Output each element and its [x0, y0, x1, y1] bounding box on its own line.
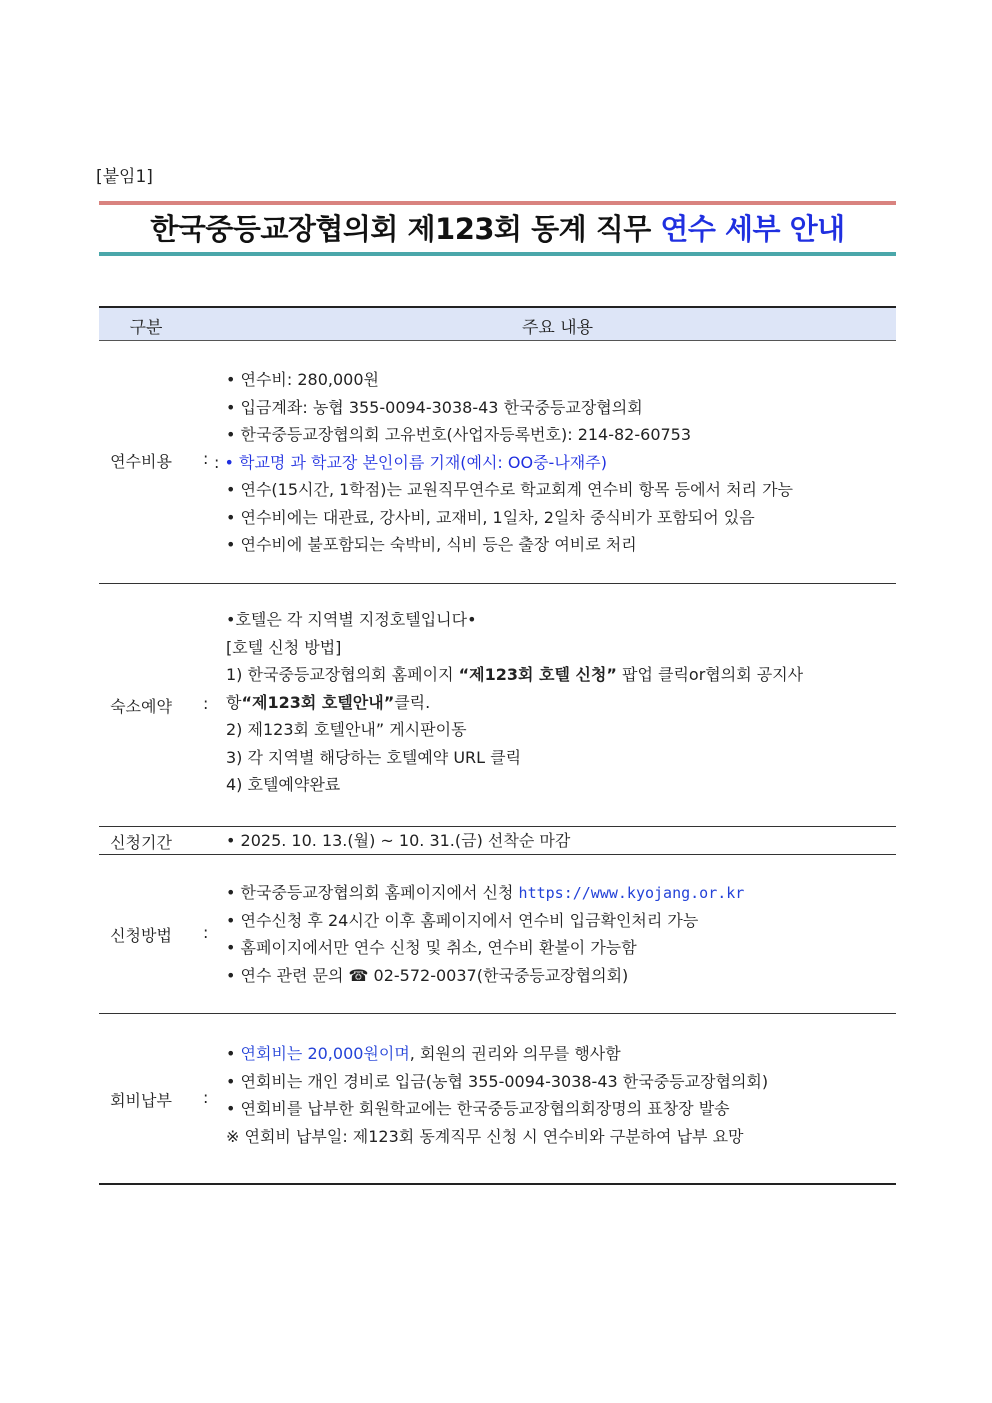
list-item: • 연회비를 납부한 회원학교에는 한국중등교장협의회장명의 표창장 발송 [226, 1099, 730, 1118]
list-item: 3) 각 지역별 해당하는 호텔예약 URL 클릭 [226, 747, 522, 767]
row-label-dues: 회비납부 [110, 1091, 172, 1110]
list-item: 4) 호텔예약완료 [226, 775, 341, 794]
text-span: • 한국중등교장협의회 홈페이지에서 신청 [226, 883, 519, 902]
list-item: ※ 연회비 납부일: 제123회 동계직무 신청 시 연수비와 구분하여 납부 요망 [226, 1126, 744, 1146]
homepage-link[interactable]: https://www.kyojang.or.kr [518, 884, 745, 902]
list-item: • 연수비에 불포함되는 숙박비, 식비 등은 출장 여비로 처리 [226, 535, 637, 554]
table-header [99, 306, 896, 341]
list-item: • 입금계좌: 농협 355-0094-3038-43 한국중등교장협의회 [226, 397, 643, 417]
row-period [99, 827, 896, 855]
list-item: • 2025. 10. 13.(월) ~ 10. 31.(금) 선착순 마감 [226, 831, 571, 850]
list-item: [호텔 신청 방법] [226, 637, 342, 657]
list-item [226, 689, 896, 717]
row-label-lodging: 숙소예약 [110, 697, 172, 716]
row-lodging [99, 584, 896, 827]
header-content: 주요 내용 [521, 318, 594, 338]
list-item: •호텔은 각 지역별 지정호텔입니다• [226, 610, 477, 629]
hotel-guide-emphasis: “제123회 호텔안내” [241, 692, 395, 712]
row-colon: : [203, 923, 209, 942]
fee-notice: • 학교명 과 학교장 본인이름 기재(예시: OO중-나재주) [224, 452, 607, 472]
colon-inline: : [214, 452, 225, 472]
list-item [214, 449, 884, 477]
page-title [99, 207, 896, 251]
dues-content [226, 1040, 896, 1150]
row-dues [99, 1014, 896, 1185]
info-table [99, 306, 896, 1185]
list-item: • 연수비: 280,000원 [226, 370, 379, 389]
text-span: • [226, 1044, 241, 1063]
header-category: 구분 [129, 318, 163, 338]
attachment-label: [붙임1] [96, 167, 153, 187]
row-label-period: 신청기간 [110, 833, 172, 852]
text-span: 클릭. [394, 692, 431, 712]
row-fee [99, 341, 896, 584]
hotel-apply-emphasis: “제123회 호텔 신청” [458, 665, 617, 684]
list-item: • 연회비는 개인 경비로 입금(농협 355-0094-3038-43 한국중등교장협의회) [226, 1071, 769, 1091]
dues-amount: 연회비는 20,000원이며 [240, 1044, 410, 1063]
period-content [226, 830, 896, 852]
lodging-content [226, 606, 896, 799]
list-item: • 홈페이지에서만 연수 신청 및 취소, 연수비 환불이 가능함 [226, 938, 637, 957]
list-item [226, 661, 896, 689]
list-item: • 연수비에는 대관료, 강사비, 교재비, 1일차, 2일차 중식비가 포함되어 있음 [226, 507, 755, 527]
list-item [226, 1040, 896, 1068]
list-item: • 한국중등교장협의회 고유번호(사업자등록번호): 214-82-60753 [226, 425, 692, 444]
text-span: 팝업 클릭or협의회 공지사 [616, 665, 804, 684]
list-item: • 연수(15시간, 1학점)는 교원직무연수로 학교회계 연수비 항목 등에서 처리 가능 [226, 480, 794, 499]
text-span: , 회원의 권리와 의무를 행사함 [409, 1044, 621, 1063]
row-colon: : [203, 1088, 209, 1107]
text-span: 항 [226, 692, 242, 712]
method-content [226, 879, 896, 989]
row-colon: : [203, 449, 209, 468]
title-bottom-rule [99, 252, 896, 256]
row-method [99, 855, 896, 1014]
title-main: 한국중등교장협의회 제123회 동계 직무 [150, 212, 661, 246]
title-highlight: 연수 세부 안내 [660, 212, 845, 246]
row-label-method: 신청방법 [110, 926, 172, 945]
list-item: 2) 제123회 호텔안내” 게시판이동 [226, 720, 467, 739]
text-span: 1) 한국중등교장협의회 홈페이지 [226, 665, 459, 684]
row-colon: : [203, 694, 209, 713]
list-item: • 연수 관련 문의 ☎ 02-572-0037(한국중등교장협의회) [226, 965, 629, 985]
title-top-rule [99, 201, 896, 205]
fee-content [214, 366, 896, 559]
row-label-fee: 연수비용 [110, 452, 172, 471]
list-item [226, 879, 896, 907]
list-item: • 연수신청 후 24시간 이후 홈페이지에서 연수비 입금확인처리 가능 [226, 910, 699, 930]
